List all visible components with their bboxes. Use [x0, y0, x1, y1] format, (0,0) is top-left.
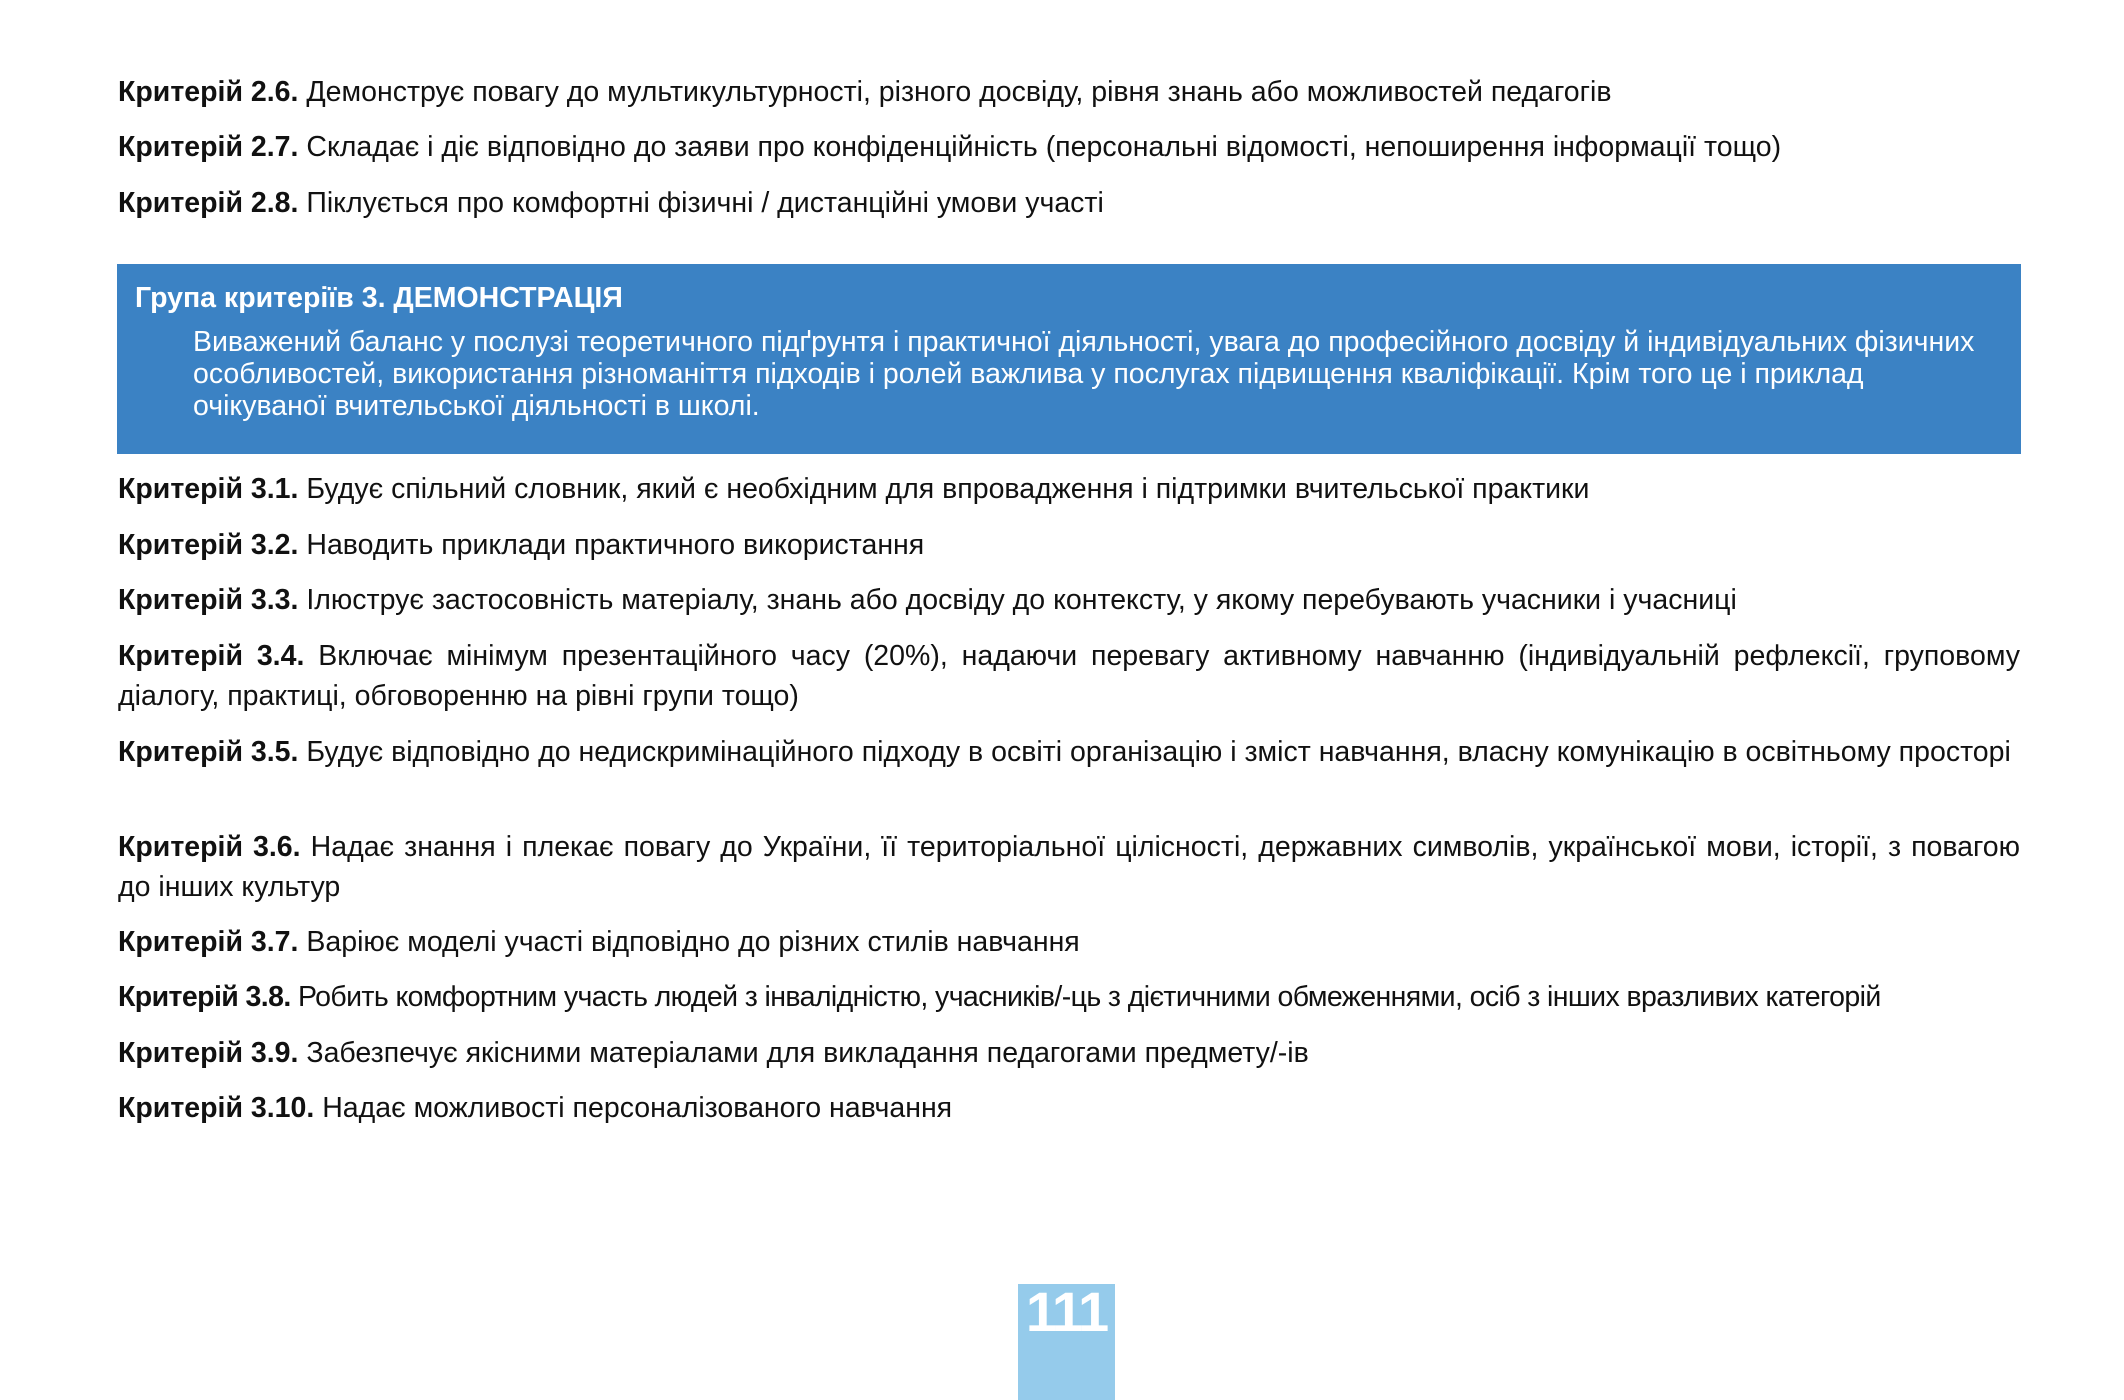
criterion-label: Критерій 3.1.: [118, 473, 299, 505]
criterion-text: Варіює моделі участі відповідно до різних стилів навчання: [306, 926, 1080, 958]
criterion-3-7: [118, 922, 2020, 962]
criterion-label: Критерій 2.6.: [118, 76, 299, 108]
criterion-label: Критерій 3.5.: [118, 736, 299, 768]
criterion-3-1: [118, 469, 2020, 509]
criterion-text: Надає можливості персоналізованого навчання: [322, 1092, 953, 1124]
criterion-text: Наводить приклади практичного використання: [306, 529, 925, 561]
criterion-3-8: [118, 977, 2020, 1017]
criterion-label: Критерій 3.8.: [118, 981, 291, 1013]
criterion-text: Піклується про комфортні фізичні / дистанційні умови участі: [306, 187, 1104, 219]
criterion-label: Критерій 2.8.: [118, 187, 299, 219]
criterion-text: Надає знання і плекає повагу до України, її територіальної цілісності, державних символів, української мови, історії, з повагою до інших культур: [118, 831, 2021, 903]
criterion-3-3: [118, 580, 2020, 620]
criterion-label: Критерій 3.7.: [118, 926, 299, 958]
criterion-3-2: [118, 525, 2020, 565]
criterion-2-6: [118, 72, 2020, 112]
criterion-3-10: [118, 1088, 2020, 1128]
criterion-label: Критерій 3.3.: [118, 584, 299, 616]
criterion-text: Включає мінімум презентаційного часу (20%), надаючи перевагу активному навчанню (індивідуальній рефлексії, груповому діалогу, практиці, обговоренню на рівні групи тощо): [118, 640, 2020, 712]
group-title: Група критеріїв 3. ДЕМОНСТРАЦІЯ: [135, 282, 623, 314]
criterion-2-8: [118, 183, 2020, 223]
criterion-text: Будує спільний словник, який є необхідним для впровадження і підтримки вчительської практики: [306, 473, 1590, 505]
criterion-text: Складає і діє відповідно до заяви про конфіденційність (персональні відомості, непоширення інформації тощо): [306, 131, 1782, 163]
criterion-text: Ілюструє застосовність матеріалу, знань або досвіду до контексту, у якому перебувають учасники і учасниці: [306, 584, 1737, 616]
criteria-group-box: [117, 264, 2021, 454]
group-description: Виважений баланс у послузі теоретичного підґрунтя і практичної діяльності, увага до професійного досвіду й індивідуальних фізичних особливостей, використання різноманіття підходів і ролей важлива у послугах підвищення кваліфікації. Крім того це і приклад очікуваної вчительської діяльності в школі.: [193, 326, 1975, 422]
criterion-text: Робить комфортним участь людей з інвалідністю, учасників/-ць з дієтичними обмеженнями, осіб з інших вразливих категорій: [297, 981, 1881, 1013]
criterion-3-9: [118, 1033, 2020, 1073]
criterion-2-7: [118, 127, 2020, 167]
criterion-text: Демонструє повагу до мультикультурності, різного досвіду, рівня знань або можливостей педагогів: [306, 76, 1612, 108]
criterion-3-4: [118, 636, 2020, 716]
criterion-text: Забезпечує якісними матеріалами для викладання педагогами предмету/-ів: [306, 1037, 1309, 1069]
criterion-label: Критерій 3.2.: [118, 529, 299, 561]
criterion-text: Будує відповідно до недискримінаційного підходу в освіті організацію і зміст навчання, власну комунікацію в освітньому просторі: [306, 736, 2011, 768]
page-number: 111: [1025, 1280, 1108, 1343]
criterion-label: Критерій 3.9.: [118, 1037, 299, 1069]
criterion-label: Критерій 3.4.: [118, 640, 305, 672]
criterion-label: Критерій 2.7.: [118, 131, 299, 163]
criterion-3-6: [118, 827, 2020, 907]
criterion-3-5: [118, 732, 2020, 772]
page-number-tab: [1018, 1280, 1115, 1400]
criterion-label: Критерій 3.6.: [118, 831, 301, 863]
criterion-label: Критерій 3.10.: [118, 1092, 315, 1124]
